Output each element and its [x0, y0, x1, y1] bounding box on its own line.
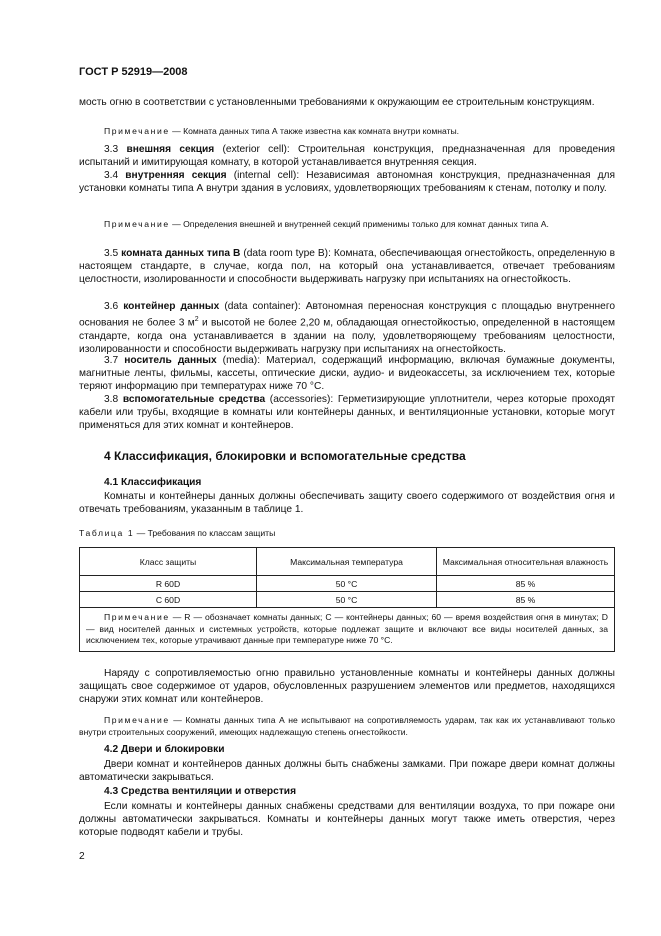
section-4-3-text: Если комнаты и контейнеры данных снабжены средствами для вентиляции воздуха, то при пожаре они должны автоматически закрываться. Комнаты и контейнеры данных могут также иметь отверстия, через которые подводят кабели и трубы. — [79, 801, 615, 839]
term-name: вспомогательные средства — [122, 394, 266, 405]
table-row — [80, 576, 615, 592]
term-name: комната данных типа В — [121, 248, 241, 259]
impact-protection-text: Наряду с сопротивляемостью огню правильно установленные комнаты и контейнеры данных должны защищать свое содержимое от ударов, обусловленных разрушением элементов или предметов, находящихся снаружи этих комнат или контейнеров. — [79, 668, 615, 706]
table-caption — [79, 528, 275, 538]
table-cell: 85 % — [437, 576, 615, 592]
term-number: 3.6 — [104, 301, 119, 312]
note-text: — Комнаты данных типа А не испытывают на сопротивляемость ударам, так как их устанавливают только внутри строительных сооружений, имеющих надлежащую степень огнестойкости. — [79, 715, 615, 737]
term-definition: (internal cell): Независимая автономная конструкция, предназначенная для установки комнаты типа А внутри здания в условиях, удовлетворяющих требованиям к стенам, потолку и полу. — [79, 170, 615, 195]
table-note-row — [80, 608, 615, 652]
table-caption-text: — Требования по классам защиты — [136, 528, 276, 538]
term-3-7 — [79, 354, 615, 394]
term-number: 3.3 — [104, 144, 119, 155]
table-row — [80, 592, 615, 608]
note-label: Примечание — [104, 612, 170, 622]
protection-class-table — [79, 547, 615, 652]
term-definition: (exterior cell): Строительная конструкция, предназначенная для проведения испытаний и имитирующая комнату, в которой устанавливается внутренняя секция. — [79, 144, 615, 169]
section-4-1-title: 4.1 Классификация — [104, 477, 202, 488]
term-definition: (data container): Автономная переносная конструкция с площадью внутреннего основания не более 3 м — [79, 301, 615, 329]
document-id: ГОСТ Р 52919—2008 — [79, 66, 188, 78]
term-definition: (media): Материал, содержащий информацию, включая бумажные документы, магнитные ленты, фильмы, кассеты, оптические диски, аудио- и видеокассеты, за исключением тех, которые теряют информацию при температурах ниже 70 °С. — [79, 355, 615, 393]
term-name: контейнер данных — [123, 301, 220, 312]
section-4-1-text: Комнаты и контейнеры данных должны обеспечивать защиту своего содержимого от воздействия огня и отвечать требованиям, указанным в таблице 1. — [79, 491, 615, 516]
section-4-3-title: 4.3 Средства вентиляции и отверстия — [104, 786, 297, 797]
note-cells — [79, 219, 615, 231]
superscript: 2 — [194, 316, 199, 324]
note-text: — Определения внешней и внутренней секций применимы только для комнат данных типа А. — [172, 219, 549, 229]
section-4-title: 4 Классификация, блокировки и вспомогательные средства — [104, 449, 466, 463]
term-definition: (accessories): Герметизирующие уплотнители, через которые проходят кабели или трубы, входящие в комнаты или контейнеры данных, и вентиляционные установки, которые могут применяться для этих комнат и контейнеров. — [79, 394, 615, 432]
table-cell: 50 °C — [257, 592, 437, 608]
term-name: внешняя секция — [126, 144, 215, 155]
column-header: Максимальная относительная влажность — [437, 548, 615, 576]
table-header-row — [80, 548, 615, 576]
table-cell: R 60D — [80, 576, 257, 592]
note-label: Примечание — [104, 715, 170, 725]
term-definition: (data room type B): Комната, обеспечивающая огнестойкость, определенную в настоящем стандарте, в случае, когда пол, на который она устанавливается, отвечает требованиям целостности, изолированности и способности выдерживать нагрузку при испытаниях на огнестойкость. — [79, 248, 615, 286]
table-cell: C 60D — [80, 592, 257, 608]
note-room-type-a — [104, 126, 615, 138]
note-text: — Комната данных типа А также известна как комната внутри комнаты. — [172, 126, 460, 136]
term-3-6 — [79, 300, 615, 356]
table-caption-label: Таблица 1 — [79, 528, 135, 538]
table-cell: 50 °C — [257, 576, 437, 592]
term-number: 3.5 — [104, 248, 119, 259]
column-header: Класс защиты — [80, 548, 257, 576]
term-name: внутренняя секция — [125, 170, 227, 181]
page-number: 2 — [79, 851, 85, 862]
note-label: Примечание — [104, 219, 170, 229]
note-text: — R — обозначает комнаты данных; С — контейнеры данных; 60 — время воздействия огня в минутах; D — вид носителей данных и системных устройств, которые подлежат защите и включают все виды носителей данных, за исключением тех, которые утрачивают данные при температуре ниже 70 °С. — [86, 612, 608, 645]
term-number: 3.7 — [104, 355, 119, 366]
section-4-2-title: 4.2 Двери и блокировки — [104, 744, 225, 755]
term-name: носитель данных — [124, 355, 217, 366]
term-3-8 — [79, 393, 615, 433]
term-number: 3.8 — [104, 394, 119, 405]
term-3-3 — [79, 143, 615, 169]
term-3-4 — [79, 169, 615, 195]
term-definition-cont: и высотой не более 2,20 м, обладающая огнестойкостью, определенной в настоящем стандарте, когда она устанавливается в здании на полу, удовлетворяющему требованиям целостности, изолированности и способности выдерживать нагрузку при испытаниях на огнестойкость. — [79, 317, 615, 355]
column-header: Максимальная температура — [257, 548, 437, 576]
term-number: 3.4 — [104, 170, 119, 181]
continued-paragraph: мость огню в соответствии с установленными требованиями к окружающим ее строительным конструкциям. — [79, 97, 595, 108]
note-label: Примечание — [104, 126, 170, 136]
note-impact — [79, 715, 615, 738]
table-cell: 85 % — [437, 592, 615, 608]
term-3-5 — [79, 247, 615, 287]
table-note — [80, 608, 615, 652]
section-4-2-text: Двери комнат и контейнеров данных должны быть снабжены замками. При пожаре двери комнат должны автоматически закрываться. — [79, 759, 615, 784]
